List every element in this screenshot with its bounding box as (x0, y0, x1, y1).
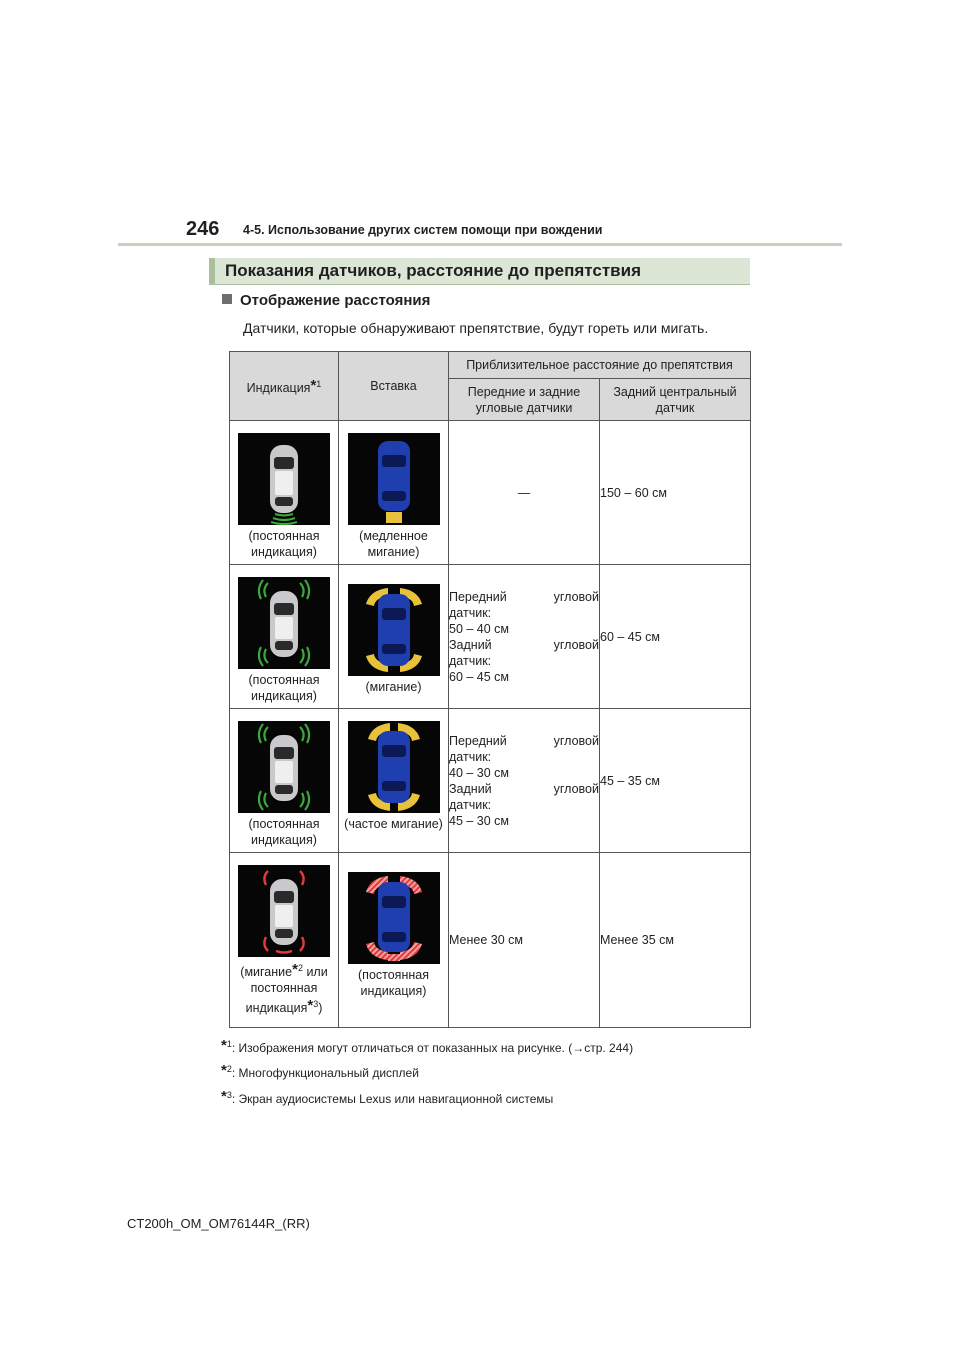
corner-distance (449, 709, 600, 853)
insert-cell (339, 565, 449, 709)
footer-code: CT200h_OM_OM76144R_(RR) (127, 1216, 310, 1231)
indication-caption: (постоянная индикация) (248, 673, 320, 703)
square-bullet-icon (222, 294, 232, 304)
corner-value: 60 – 45 см (449, 669, 510, 684)
rear-center-sensor-icon (271, 514, 297, 524)
footnote (221, 1037, 633, 1055)
insert-cell (339, 421, 449, 565)
corner-value: 40 – 30 см (449, 765, 510, 780)
header-rear-center: Задний центральный датчик (600, 379, 751, 421)
footnote-number: 2 (297, 963, 303, 973)
rear-center-sensor-icon (386, 512, 402, 523)
corner-label: датчик: (449, 797, 492, 812)
center-distance: Менее 35 см (600, 853, 751, 1028)
footnote-text: : Многофункциональный дисплей (231, 1066, 419, 1080)
caption-part: (мигание (240, 965, 293, 979)
silver-car-icon (270, 591, 298, 657)
header-indication (230, 352, 339, 421)
table-row (230, 853, 751, 1028)
footnote-text: : Изображения могут отличаться от показанных на рисунке. ( (231, 1041, 573, 1055)
corner-value: 50 – 40 см (449, 621, 510, 636)
footnote-number: 3 (226, 1090, 232, 1100)
footnote-star: * (292, 961, 298, 978)
car-insert-image (348, 721, 440, 813)
corner-label: угловой (553, 589, 599, 604)
footnote (221, 1088, 553, 1106)
car-display-image (238, 865, 330, 957)
arrow-icon: → (572, 1041, 585, 1055)
car-display-image (238, 433, 330, 525)
indication-cell (230, 421, 339, 565)
footnote-number: 2 (226, 1064, 232, 1074)
blue-car-icon (378, 441, 410, 511)
insert-caption: (мигание) (365, 680, 422, 694)
footnote-star: * (221, 1062, 227, 1079)
subheading-text: Отображение расстояния (240, 292, 431, 309)
car-insert-image (348, 433, 440, 525)
silver-car-icon (270, 735, 298, 801)
footnote-number: 1 (316, 379, 322, 389)
indication-caption: (постоянная индикация) (248, 529, 320, 559)
table-row (230, 709, 751, 853)
corner-label: Задний (449, 637, 492, 652)
indication-caption (230, 960, 338, 1016)
header-front-rear: Передние и задние угловые датчики (449, 379, 600, 421)
section-title: Показания датчиков, расстояние до препятствия (225, 261, 641, 280)
corner-distance: — (449, 421, 600, 565)
indication-cell (230, 565, 339, 709)
corner-label: угловой (553, 733, 599, 748)
insert-caption: (медленное мигание) (359, 529, 428, 559)
footnote-star: * (221, 1088, 227, 1105)
footnote-ref: стр. 244) (584, 1041, 634, 1055)
corner-label: Передний (449, 733, 507, 748)
silver-car-icon (270, 879, 298, 945)
corner-distance (449, 565, 600, 709)
corner-distance: Менее 30 см (449, 853, 600, 1028)
insert-caption: (частое мигание) (344, 817, 443, 831)
insert-caption: (постоянная индикация) (358, 968, 429, 998)
table-row (230, 565, 751, 709)
caption-part: ) (318, 1001, 323, 1015)
table-row (230, 421, 751, 565)
indication-cell (230, 709, 339, 853)
footnote-number: 1 (226, 1039, 232, 1049)
silver-car-icon (270, 445, 298, 513)
caption-part: или постоянная индикация (245, 965, 328, 1015)
section-title-bar (209, 258, 750, 284)
intro-text: Датчики, которые обнаруживают препятствие, будут гореть или мигать. (243, 320, 709, 336)
header-rule (118, 243, 842, 246)
section-underline (209, 284, 750, 285)
center-distance: 60 – 45 см (600, 565, 751, 709)
corner-label: датчик: (449, 653, 492, 668)
corner-label: угловой (553, 781, 599, 796)
page-number: 246 (186, 218, 220, 240)
footnote (221, 1062, 419, 1080)
car-display-image (238, 721, 330, 813)
footnote-text: : Экран аудиосистемы Lexus или навигационной системы (231, 1092, 554, 1106)
subheading (222, 292, 430, 309)
center-distance: 45 – 35 см (600, 709, 751, 853)
insert-cell (339, 709, 449, 853)
corner-label: датчик: (449, 605, 492, 620)
blue-car-icon (378, 882, 410, 952)
corner-label: датчик: (449, 749, 492, 764)
car-insert-image (348, 584, 440, 676)
footnote-star: * (307, 997, 314, 1014)
footnote-star: * (221, 1037, 227, 1054)
blue-car-icon (378, 594, 410, 666)
header-distance: Приблизительное расстояние до препятствия (449, 352, 751, 379)
header-insert: Вставка (339, 352, 449, 421)
car-insert-image (348, 872, 440, 964)
corner-label: Задний (449, 781, 492, 796)
blue-car-icon (378, 731, 410, 803)
car-display-image (238, 577, 330, 669)
distance-table (229, 351, 751, 1028)
header-indication-text: Индикация (246, 381, 311, 395)
corner-value: 45 – 30 см (449, 813, 510, 828)
footnote-number: 3 (313, 999, 319, 1009)
running-head: 4-5. Использование других систем помощи при вождении (243, 223, 603, 237)
corner-label: угловой (553, 637, 599, 652)
corner-label: Передний (449, 589, 507, 604)
footnote-star: * (310, 377, 317, 394)
indication-cell (230, 853, 339, 1028)
center-distance: 150 – 60 см (600, 421, 751, 565)
indication-caption: (постоянная индикация) (248, 817, 320, 847)
insert-cell (339, 853, 449, 1028)
